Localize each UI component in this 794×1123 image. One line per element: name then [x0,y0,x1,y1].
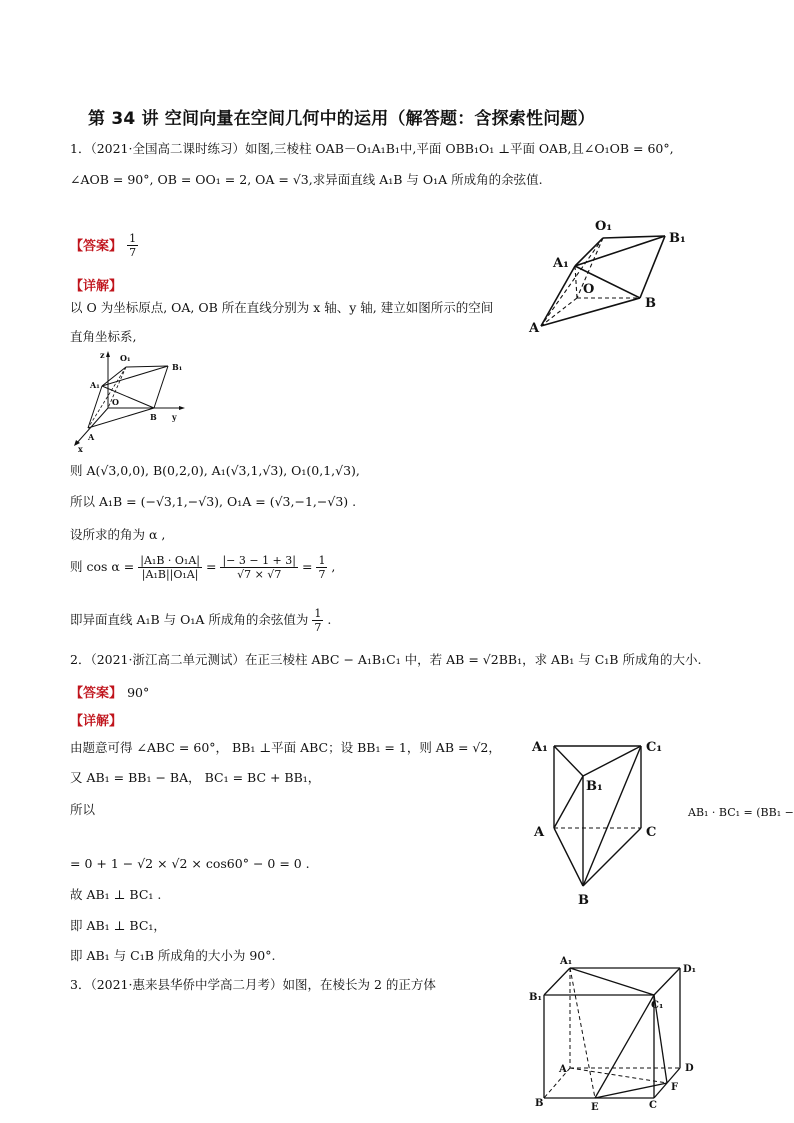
q1-coordinate-figure [68,348,198,452]
label-B1: B₁ [669,231,686,246]
q2-detail-line1: 由题意可得 ∠ABC = 60°， BB₁ ⊥平面 ABC；设 BB₁ = 1，则 AB = √2， [70,740,501,755]
q2-detail-line7: 即 AB₁ 与 C₁B 所成角的大小为 90°. [70,948,276,963]
fraction-denominator: 7 [318,568,326,581]
q1-prism-figure [525,212,725,340]
q2-prism-figure [528,732,678,910]
label-D1: D₁ [683,964,697,975]
label-B1: B₁ [172,362,183,372]
q1-detail-line3: 则 A(√3,0,0), B(0,2,0), A₁(√3,1,√3), O₁(0,1,√3), [70,463,360,478]
q2-statement: 2．（2021·浙江高二单元测试）在正三棱柱 ABC − A₁B₁C₁ 中，若 AB = √2BB₁，求 AB₁ 与 C₁B 所成角的大小. [70,652,702,667]
q1-statement-line1: 1．（2021·全国高二课时练习）如图,三棱柱 OAB－O₁A₁B₁中,平面 OBB₁O₁ ⊥平面 OAB,且∠O₁OB = 60°, [70,141,674,156]
formula-equals: = [301,559,313,574]
formula-fraction [316,554,327,581]
label-A: A [559,1064,567,1075]
fraction-numerator: 1 [314,607,322,620]
fraction-numerator: 1 [318,554,326,567]
answer-value: 90° [127,685,150,700]
label-B: B [578,893,589,908]
q1-statement-line2: ∠AOB = 90°, OB = OO₁ = 2, OA = √3,求异面直线 A₁B 与 O₁A 所成角的余弦值. [70,172,543,187]
fraction-denominator: 7 [314,621,322,634]
label-A1: A₁ [553,256,569,271]
formula-equals: = [205,559,217,574]
fraction-denominator: 7 [129,246,137,259]
label-O: O [583,282,595,297]
q2-detail-line6: 即 AB₁ ⊥ BC₁， [70,918,166,933]
q3-cube-figure [525,950,705,1112]
fraction-denominator: |A₁B||O₁A| [141,568,199,581]
q2-detail-line2: 又 AB₁ = BB₁ − BA， BC₁ = BC + BB₁， [70,770,321,785]
label-B: B [645,296,656,311]
q2-answer [70,682,149,701]
conclusion-end: . [327,612,332,627]
formula-fraction [220,554,298,581]
label-C1: C₁ [646,740,663,755]
label-B1: B₁ [529,992,542,1003]
label-A: A [534,825,545,840]
fraction-denominator: √7 × √7 [237,568,282,581]
label-O1: O₁ [120,353,131,363]
label-A: A [529,321,540,336]
label-A1: A₁ [90,380,100,390]
conclusion-text: 即异面直线 A₁B 与 O₁A 所成角的余弦值为 [70,612,309,627]
label-O1: O₁ [595,219,613,234]
label-D: D [685,1063,694,1074]
detail-label: 【详解】 [70,714,123,729]
label-F: F [671,1082,679,1093]
q1-detail-line5: 设所求的角为 α , [70,527,166,542]
detail-label: 【详解】 [70,279,123,294]
label-C1: C₁ [651,1000,664,1011]
axis-y-label: y [172,412,177,422]
fraction-numerator: |A₁B · O₁A| [140,554,200,567]
label-B: B [150,412,157,422]
q2-detail-line4: = 0 + 1 − √2 × √2 × cos60° − 0 = 0 . [70,856,310,871]
q2-side-formula: AB₁ · BC₁ = (BB₁ − [688,806,794,819]
q2-detail-line3: 所以 [70,802,96,817]
label-C: C [646,825,657,840]
label-A1: A₁ [532,740,548,755]
fraction-numerator: 1 [129,232,137,245]
label-A1: A₁ [560,956,573,967]
q1-conclusion [70,607,331,634]
conclusion-fraction [312,607,323,634]
q1-detail-line2: 直角坐标系, [70,329,137,344]
label-O: O [112,397,119,407]
formula-fraction [138,554,202,581]
label-B1: B₁ [586,779,603,794]
q1-detail-line1: 以 O 为坐标原点, OA, OB 所在直线分别为 x 轴、y 轴, 建立如图所示的空间 [70,300,494,315]
label-B: B [535,1098,544,1109]
formula-end: , [331,559,336,574]
answer-label: 【答案】 [70,686,123,701]
label-C: C [649,1100,657,1111]
formula-prefix: 则 cos α = [70,559,135,574]
label-E: E [591,1102,599,1112]
answer-label: 【答案】 [70,239,123,254]
q1-answer-fraction [127,232,138,259]
q2-detail-line5: 故 AB₁ ⊥ BC₁ . [70,887,162,902]
q1-detail-line4: 所以 A₁B = (−√3,1,−√3), O₁A = (√3,−1,−√3) . [70,494,357,509]
q1-answer [70,232,138,259]
page-title: 第 34 讲 空间向量在空间几何中的运用（解答题：含探索性问题） [88,109,595,129]
q3-statement: 3．（2021·惠来县华侨中学高二月考）如图，在棱长为 2 的正方体 [70,977,436,992]
axis-x-label: x [78,444,83,452]
fraction-numerator: |− 3 − 1 + 3| [222,554,296,567]
axis-z-label: z [100,350,105,360]
q1-cosine-formula [70,554,335,581]
label-A: A [88,432,95,442]
